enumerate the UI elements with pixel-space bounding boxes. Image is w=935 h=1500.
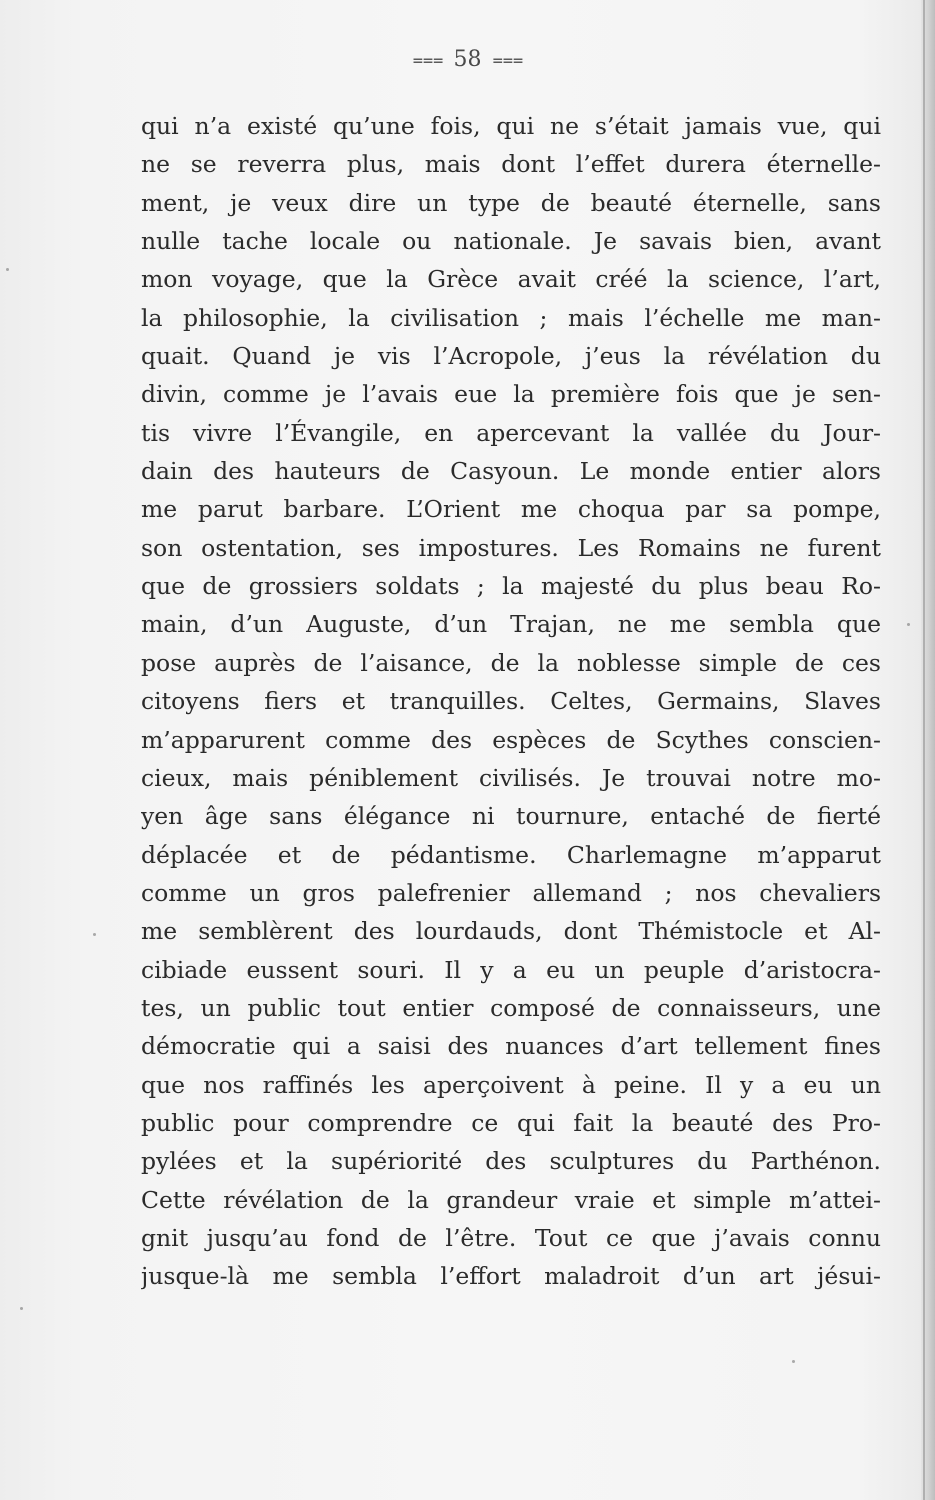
- text-line: quait. Quand je vis l’Acropole, j’eus la révélation du: [141, 342, 881, 371]
- text-line: ne se reverra plus, mais dont l’effet durera éternelle-: [141, 150, 881, 179]
- text-line: citoyens fiers et tranquilles. Celtes, Germains, Slaves: [141, 687, 881, 716]
- text-line: dain des hauteurs de Casyoun. Le monde entier alors: [141, 457, 881, 486]
- text-line: pylées et la supériorité des sculptures du Parthénon.: [141, 1147, 881, 1176]
- text-line: gnit jusqu’au fond de l’être. Tout ce que j’avais connu: [141, 1223, 881, 1252]
- paper-speck: [907, 623, 910, 626]
- text-line: m’apparurent comme des espèces de Scythes conscien-: [141, 725, 881, 754]
- text-line: mon voyage, que la Grèce avait créé la science, l’art,: [141, 265, 881, 294]
- text-line: déplacée et de pédantisme. Charlemagne m’apparut: [141, 840, 881, 869]
- text-line: comme un gros palefrenier allemand ; nos chevaliers: [141, 878, 881, 907]
- text-line: me parut barbare. L’Orient me choqua par sa pompe,: [141, 495, 881, 524]
- text-line: public pour comprendre ce qui fait la beauté des Pro-: [141, 1108, 881, 1137]
- page-number: 58: [453, 47, 482, 72]
- text-line: Cette révélation de la grandeur vraie et simple m’attei-: [141, 1185, 881, 1214]
- text-line: nulle tache locale ou nationale. Je savais bien, avant: [141, 227, 881, 256]
- paper-speck: [20, 1307, 23, 1310]
- text-line: divin, comme je l’avais eue la première fois que je sen-: [141, 380, 881, 409]
- text-line: cieux, mais péniblement civilisés. Je trouvai notre mo-: [141, 763, 881, 792]
- paper-speck: [792, 1360, 795, 1363]
- text-line: yen âge sans élégance ni tournure, entaché de fierté: [141, 802, 881, 831]
- text-line: cibiade eussent souri. Il y a eu un peuple d’aristocra-: [141, 955, 881, 984]
- text-line: qui n’a existé qu’une fois, qui ne s’était jamais vue, qui: [141, 112, 881, 140]
- text-line: me semblèrent des lourdauds, dont Thémistocle et Al-: [141, 917, 881, 946]
- text-line: jusque-là me sembla l’effort maladroit d’un art jésui-: [141, 1262, 881, 1291]
- page-header: [0, 40, 935, 80]
- text-line: que nos raffinés les aperçoivent à peine. Il y a eu un: [141, 1070, 881, 1099]
- header-ornament-left: ⩶: [412, 49, 443, 70]
- body-text: [141, 107, 881, 1296]
- text-line: démocratie qui a saisi des nuances d’art tellement fines: [141, 1032, 881, 1061]
- paper-speck: [93, 933, 96, 936]
- text-line: son ostentation, ses impostures. Les Romains ne furent: [141, 533, 881, 562]
- text-line: pose auprès de l’aisance, de la noblesse simple de ces: [141, 648, 881, 677]
- header-ornament-right: ⩶: [492, 49, 523, 70]
- text-line: que de grossiers soldats ; la majesté du plus beau Ro-: [141, 572, 881, 601]
- text-line: ment, je veux dire un type de beauté éternelle, sans: [141, 188, 881, 217]
- text-line: main, d’un Auguste, d’un Trajan, ne me sembla que: [141, 610, 881, 639]
- paper-speck: [6, 268, 9, 271]
- text-line: tes, un public tout entier composé de connaisseurs, une: [141, 993, 881, 1022]
- text-line: tis vivre l’Évangile, en apercevant la vallée du Jour-: [141, 418, 881, 447]
- page-edge-line: [923, 0, 925, 1500]
- text-line: la philosophie, la civilisation ; mais l’échelle me man-: [141, 303, 881, 332]
